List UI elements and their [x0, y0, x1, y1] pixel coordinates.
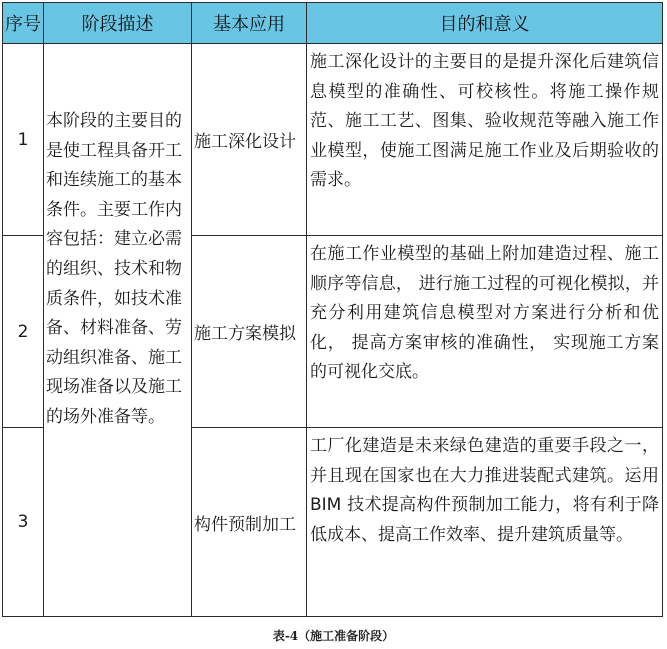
row-2-no: 2: [17, 321, 29, 342]
row-1-application: 施工深化设计: [194, 132, 296, 152]
stage-description: 本阶段的主要目的是使工程具备开工和连续施工的基本条件。主要工作内容包括：建立必需的组织、技术和物质条件，如技术准备、材料准备、劳动组织准备、施工现场准备以及施工的场外准备等。: [46, 111, 182, 427]
header-purpose: 目的和意义: [439, 14, 530, 35]
header-application: 基本应用: [213, 14, 285, 35]
table-caption: 表-4（施工准备阶段）: [272, 629, 395, 643]
row-2-application: 施工方案模拟: [194, 324, 296, 344]
header-stage-description: 阶段描述: [81, 14, 154, 35]
stage-table: [2, 2, 663, 617]
row-3-purpose: 工厂化建造是未来绿色建造的重要手段之一，并且现在国家也在大力推进装配式建筑。运用 BIM 技术提高构件预制加工能力，将有利于降低成本、提高工作效率、提升建筑质量等。: [310, 436, 659, 545]
table-header: [3, 3, 662, 43]
row-3-application: 构件预制加工: [194, 514, 296, 535]
row-1-no: 1: [17, 129, 29, 150]
row-1-purpose: 施工深化设计的主要目的是提升深化后建筑信息模型的准确性、可校核性。将施工操作规范、施工工艺、图集、验收规范等融入施工作业模型，使施工图满足施工作业及后期验收的需求。: [310, 52, 659, 191]
header-no: 序号: [5, 14, 41, 35]
row-3-no: 3: [17, 512, 29, 532]
row-2-purpose: 在施工作业模型的基础上附加建造过程、施工顺序等信息， 进行施工过程的可视化模拟，并充分利用建筑信息模型对方案进行分析和优化， 提高方案审核的准确性， 实现施工方案的可视化交底。: [310, 244, 659, 383]
